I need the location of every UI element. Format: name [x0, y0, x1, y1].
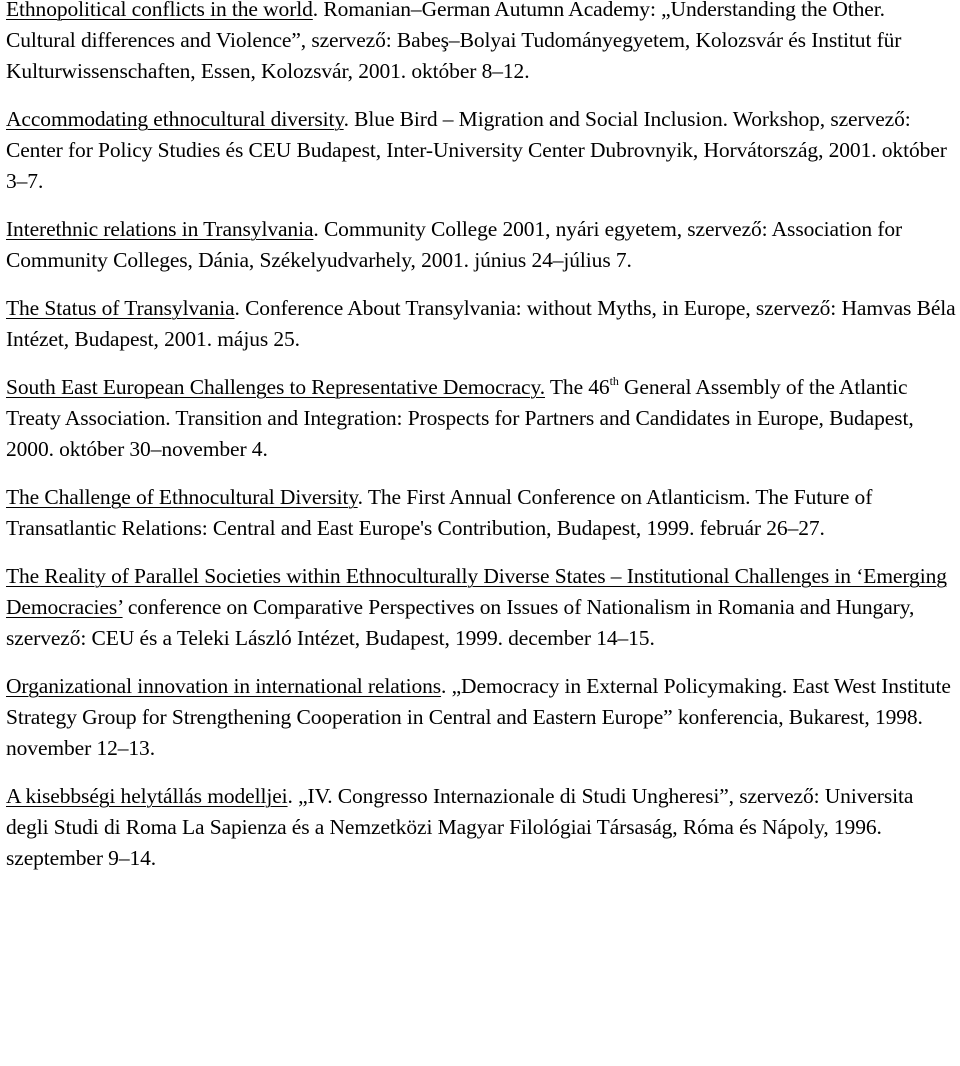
entry-accommodating-diversity	[6, 104, 956, 197]
entry-title: The Status of Transylvania	[6, 296, 235, 320]
entry-details: . Community College 2001, nyári egyetem, szervező: Association for Community Colleges, Dánia, Székelyudvarhely, 2001. június 24–július 7.	[6, 217, 903, 272]
entry-organizational-innovation	[6, 671, 956, 764]
entry-interethnic-relations	[6, 214, 956, 276]
entry-details: . The First Annual Conference on Atlanticism. The Future of Transatlantic Relations: Central and East Europe's Contribution, Budapest, 1999. február 26–27.	[6, 485, 873, 540]
entry-title: Organizational innovation in international relations	[6, 674, 442, 698]
entry-title: The Reality of Parallel Societies within Ethnoculturally Diverse States – Institutional Challenges in ‘Emerging Democracies’	[6, 564, 947, 619]
entry-details: General Assembly of the Atlantic Treaty Association. Transition and Integration: Prospects for Partners and Candidates in Europe, Budapest, 2000. október 30–november 4.	[6, 375, 914, 461]
entry-challenge-of-diversity	[6, 482, 956, 544]
entry-details: conference on Comparative Perspectives on Issues of Nationalism in Romania and Hungary, szervező: CEU és a Teleki László Intézet, Budapest, 1999. december 14–15.	[6, 595, 915, 650]
entry-ethnopolitical-conflicts	[6, 0, 956, 87]
entry-status-of-transylvania	[6, 293, 956, 355]
entry-details: . „Democracy in External Policymaking. East West Institute Strategy Group for Strengthening Cooperation in Central and Eastern Europe” konferencia, Bukarest, 1998. november 12–13.	[6, 674, 951, 760]
entry-title: The Challenge of Ethnocultural Diversity	[6, 485, 358, 509]
entry-title: Accommodating ethnocultural diversity	[6, 107, 344, 131]
ordinal-suffix: th	[609, 373, 619, 388]
entry-details: . „IV. Congresso Internazionale di Studi Ungheresi”, szervező: Universita degli Studi di Roma La Sapienza és a Nemzetközi Magyar Filológiai Társaság, Róma és Nápoly, 1996. szeptember 9–14.	[6, 784, 914, 870]
entry-kisebbsegi-helytallas	[6, 781, 956, 874]
entry-title: South East European Challenges to Representative Democracy.	[6, 375, 545, 399]
entry-title: Ethnopolitical conflicts in the world	[6, 0, 313, 21]
entry-details: . Romanian–German Autumn Academy: „Understanding the Other. Cultural differences and Violence”, szervező: Babeş–Bolyai Tudományegyetem, Kolozsvár és Institut für Kulturwissenschaften, Essen, Kolozsvár, 2001. október 8–12.	[6, 0, 902, 83]
entry-reality-of-parallel-societies	[6, 561, 956, 654]
entry-details: . Blue Bird – Migration and Social Inclusion. Workshop, szervező: Center for Policy Studies és CEU Budapest, Inter-University Center Dubrovnyik, Horvátország, 2001. október 3–7.	[6, 107, 947, 193]
entry-details: . Conference About Transylvania: without Myths, in Europe, szervező: Hamvas Béla Intézet, Budapest, 2001. május 25.	[6, 296, 956, 351]
entry-title: A kisebbségi helytállás modelljei	[6, 784, 288, 808]
entry-south-east-european-challenges	[6, 372, 956, 465]
document-page	[6, 0, 956, 891]
entry-title: Interethnic relations in Transylvania	[6, 217, 314, 241]
entry-details-lead: The 46	[545, 375, 610, 399]
